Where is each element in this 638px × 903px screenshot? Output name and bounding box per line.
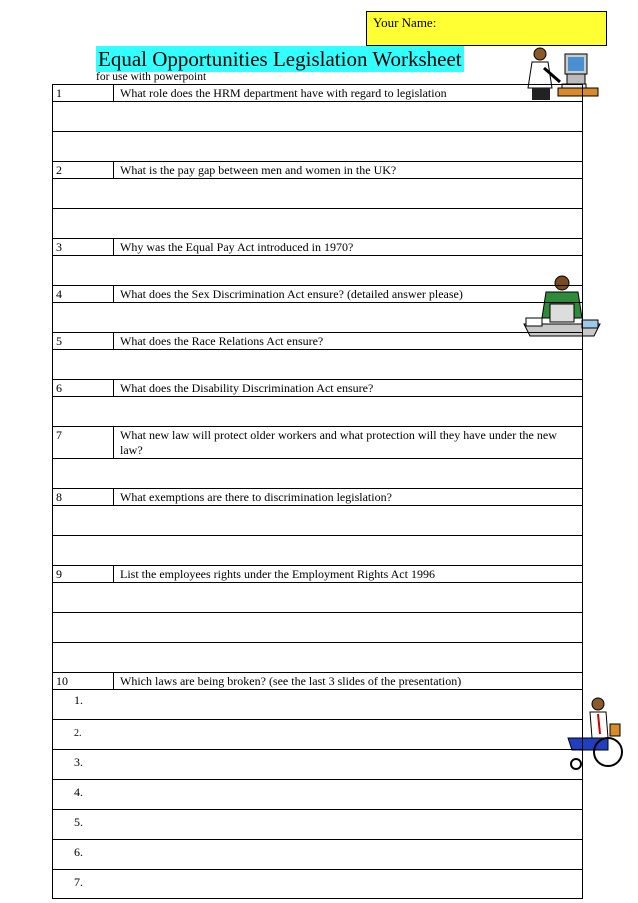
question-number: 1 bbox=[53, 85, 114, 101]
answer-line[interactable] bbox=[52, 101, 583, 131]
list-number: 7. bbox=[74, 875, 83, 889]
question-row bbox=[52, 565, 583, 582]
list-number: 4. bbox=[74, 785, 83, 799]
answer-line[interactable] bbox=[52, 178, 583, 208]
answer-line[interactable] bbox=[52, 642, 583, 672]
numbered-answer-line[interactable] bbox=[52, 809, 583, 839]
question-row bbox=[52, 672, 583, 689]
numbered-answer-line[interactable] bbox=[52, 689, 583, 719]
numbered-answer-line[interactable] bbox=[52, 869, 583, 899]
page-subtitle: for use with powerpoint bbox=[96, 71, 207, 83]
question-text: What does the Race Relations Act ensure? bbox=[120, 334, 324, 348]
worksheet-table bbox=[52, 84, 583, 899]
question-text: What exemptions are there to discrimination legislation? bbox=[120, 490, 392, 504]
question-number: 2 bbox=[53, 162, 114, 178]
list-number: 5. bbox=[74, 815, 83, 829]
question-row bbox=[52, 426, 583, 458]
list-number: 3. bbox=[74, 755, 83, 769]
question-text: What does the Disability Discrimination Act ensure? bbox=[120, 381, 374, 395]
question-number: 10 bbox=[53, 673, 114, 689]
question-number: 7 bbox=[53, 427, 114, 458]
question-row bbox=[52, 161, 583, 178]
question-row bbox=[52, 488, 583, 505]
answer-line[interactable] bbox=[52, 505, 583, 535]
answer-line[interactable] bbox=[52, 131, 583, 161]
numbered-answer-line[interactable] bbox=[52, 749, 583, 779]
answer-line[interactable] bbox=[52, 458, 583, 488]
answer-line[interactable] bbox=[52, 535, 583, 565]
answer-line[interactable] bbox=[52, 582, 583, 612]
answer-line[interactable] bbox=[52, 612, 583, 642]
numbered-answer-line[interactable] bbox=[52, 839, 583, 869]
question-number: 8 bbox=[53, 489, 114, 505]
question-text: Which laws are being broken? (see the last 3 slides of the presentation) bbox=[120, 674, 462, 688]
question-row bbox=[52, 84, 583, 101]
answer-line[interactable] bbox=[52, 255, 583, 285]
question-number: 6 bbox=[53, 380, 114, 396]
question-row bbox=[52, 238, 583, 255]
answer-line[interactable] bbox=[52, 349, 583, 379]
question-text: Why was the Equal Pay Act introduced in 1970? bbox=[120, 240, 354, 254]
question-text: What role does the HRM department have with regard to legislation bbox=[120, 86, 447, 100]
list-number: 1. bbox=[74, 693, 83, 707]
question-text: What does the Sex Discrimination Act ensure? (detailed answer please) bbox=[120, 287, 463, 301]
answer-line[interactable] bbox=[52, 208, 583, 238]
answer-line[interactable] bbox=[52, 396, 583, 426]
name-field[interactable] bbox=[366, 11, 607, 46]
question-number: 9 bbox=[53, 566, 114, 582]
answer-line[interactable] bbox=[52, 302, 583, 332]
question-number: 4 bbox=[53, 286, 114, 302]
name-label: Your Name: bbox=[373, 15, 437, 30]
list-number: 2. bbox=[74, 728, 82, 739]
question-text: What is the pay gap between men and women in the UK? bbox=[120, 163, 397, 177]
question-row bbox=[52, 285, 583, 302]
question-number: 3 bbox=[53, 239, 114, 255]
question-text: List the employees rights under the Employment Rights Act 1996 bbox=[120, 567, 435, 581]
question-row bbox=[52, 332, 583, 349]
numbered-answer-line[interactable] bbox=[52, 719, 583, 749]
list-number: 6. bbox=[74, 845, 83, 859]
question-row bbox=[52, 379, 583, 396]
question-number: 5 bbox=[53, 333, 114, 349]
numbered-answer-line[interactable] bbox=[52, 779, 583, 809]
page-title: Equal Opportunities Legislation Worksheet bbox=[98, 47, 462, 71]
question-text: What new law will protect older workers and what protection will they have under the new law? bbox=[120, 428, 557, 457]
